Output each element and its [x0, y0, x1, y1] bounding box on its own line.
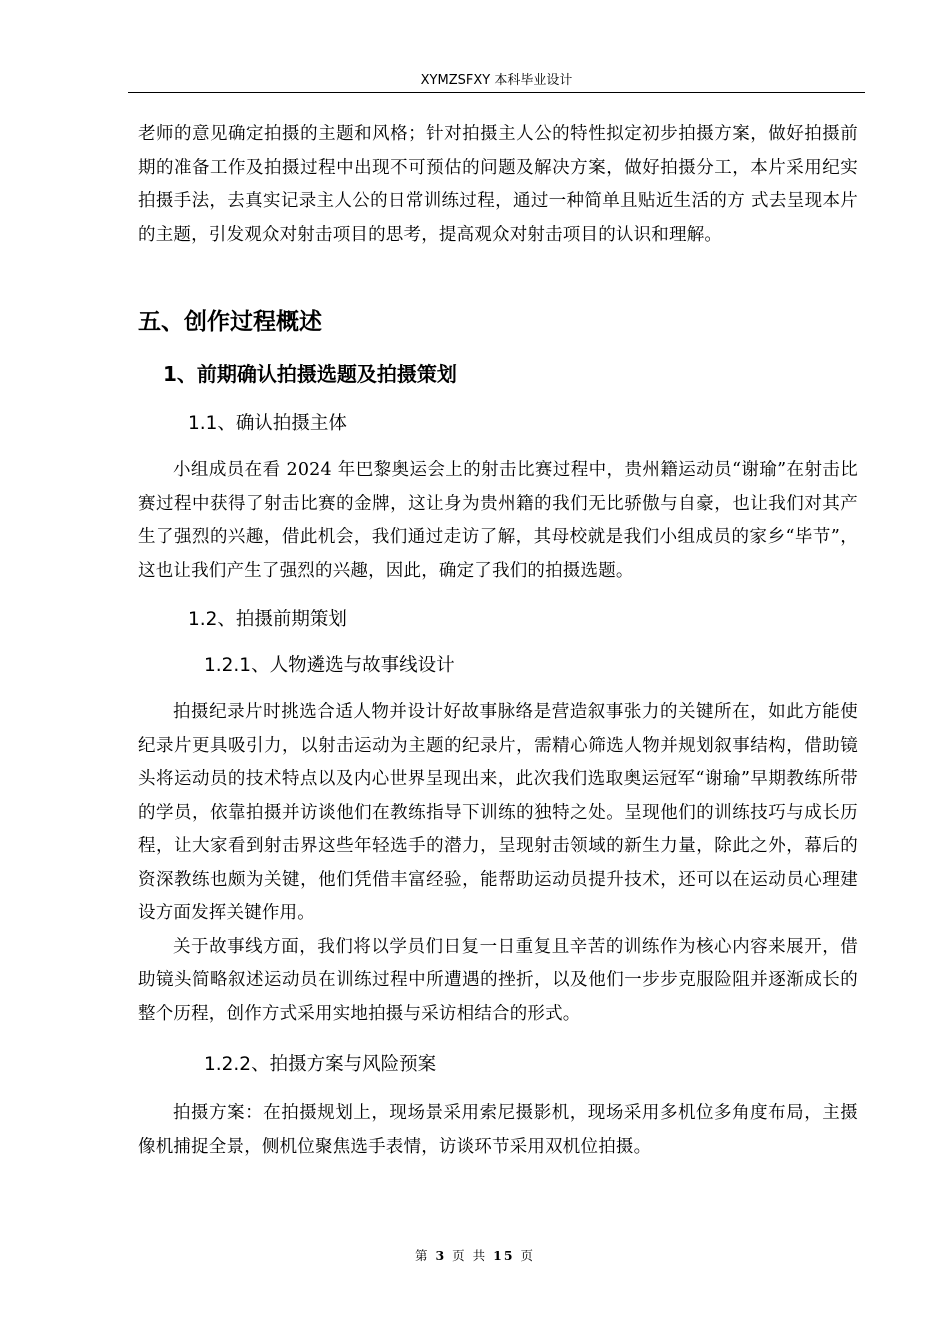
- intro-paragraph: 老师的意见确定拍摄的主题和风格；针对拍摄主人公的特性拟定初步拍摄方案，做好拍摄前期的准备工作及拍摄过程中出现不可预估的问题及解决方案，做好拍摄分工，本片采用纪实拍摄手法，去真实记录主人公的日常训练过程，通过一种简单且贴近生活的方 式去呈现本片的主题，引发观众对射击项目的思考，提高观众对射击项目的认识和理解。: [138, 124, 858, 245]
- section-1-2-2-heading: 1.2.2、拍摄方案与风险预案: [204, 1054, 437, 1075]
- header-divider: [128, 92, 865, 93]
- section-1-2-1-paragraph-2: 关于故事线方面，我们将以学员们日复一日重复且辛苦的训练作为核心内容来展开，借助镜头简略叙述运动员在训练过程中所遭遇的挫折，以及他们一步步克服险阻并逐渐成长的整个历程，创作方式采用实地拍摄与采访相结合的形式。: [138, 936, 858, 1024]
- footer-middle: 页 共: [452, 1248, 488, 1263]
- footer-prefix: 第: [414, 1248, 430, 1263]
- footer-total-pages: 15: [493, 1248, 515, 1263]
- section-1-1-paragraph: 小组成员在看 2024 年巴黎奥运会上的射击比赛过程中，贵州籍运动员“谢瑜”在射击比赛过程中获得了射击比赛的金牌，这让身为贵州籍的我们无比骄傲与自豪，也让我们对其产生了强烈的兴趣，借此机会，我们通过走访了解，其母校就是我们小组成员的家乡“毕节”，这也让我们产生了强烈的兴趣，因此，确定了我们的拍摄选题。: [138, 460, 858, 581]
- document-body: [138, 118, 858, 1164]
- section-1-2-2-paragraph: 拍摄方案：在拍摄规划上，现场景采用索尼摄影机，现场采用多机位多角度布局，主摄像机捕捉全景，侧机位聚焦选手表情，访谈环节采用双机位拍摄。: [138, 1103, 858, 1157]
- section-1-2-1-paragraph-1: 拍摄纪录片时挑选合适人物并设计好故事脉络是营造叙事张力的关键所在，如此方能使纪录片更具吸引力，以射击运动为主题的纪录片，需精心筛选人物并规划叙事结构，借助镜头将运动员的技术特点以及内心世界呈现出来，此次我们选取奥运冠军“谢瑜”早期教练所带的学员，依靠拍摄并访谈他们在教练指导下训练的独特之处。呈现他们的训练技巧与成长历程，让大家看到射击界这些年轻选手的潜力，呈现射击领域的新生力量，除此之外，幕后的资深教练也颇为关键，他们凭借丰富经验，能帮助运动员提升技术，还可以在运动员心理建设方面发挥关键作用。: [138, 702, 858, 923]
- footer-page-number: 3: [435, 1248, 447, 1263]
- page-header: XYMZSFXY 本科毕业设计: [420, 73, 573, 88]
- section-1-heading: 1、前期确认拍摄选题及拍摄策划: [163, 362, 457, 386]
- section-1-2-heading: 1.2、拍摄前期策划: [188, 609, 347, 630]
- section-5-heading: 五、创作过程概述: [138, 309, 322, 335]
- section-1-2-1-heading: 1.2.1、人物遴选与故事线设计: [204, 655, 455, 676]
- section-1-1-heading: 1.1、确认拍摄主体: [188, 413, 347, 434]
- footer-suffix: 页: [520, 1248, 536, 1263]
- page-footer: [0, 1246, 950, 1264]
